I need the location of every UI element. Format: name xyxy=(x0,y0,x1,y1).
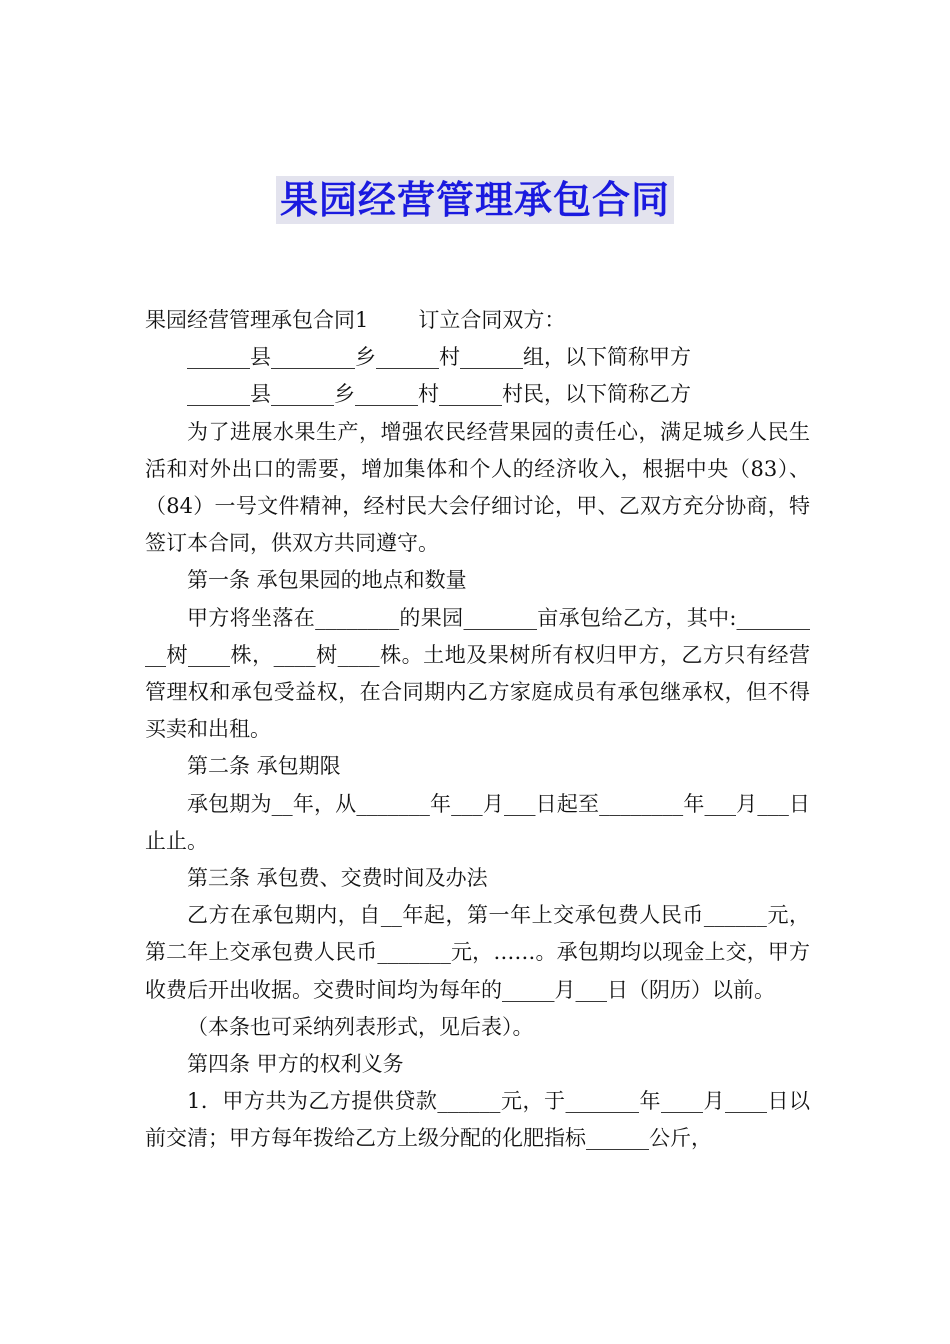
intro-heading: 果园经营管理承包合同1 xyxy=(145,308,369,332)
party-a-line: ______县________乡______村______组，以下简称甲方 xyxy=(187,345,691,370)
document-body xyxy=(145,302,810,1158)
article-3-heading: 第三条 承包费、交费时间及办法 xyxy=(187,866,488,891)
intro-line xyxy=(145,302,810,339)
article-1-body: 甲方将坐落在________的果园_______亩承包给乙方，其中:_________树____株，____树____株。土地及果树所有权归甲方，乙方只有经营管理权和承包受益权，在合同期内乙方家庭成员有承包继承权，但不得买卖和出租。 xyxy=(145,605,810,742)
article-3-note: （本条也可采纳列表形式，见后表）。 xyxy=(187,1014,534,1039)
article-3-body: 乙方在承包期内，自__年起，第一年上交承包费人民币______元，第二年上交承包费人民币_______元，……。承包期均以现金上交，甲方收费后开出收据。交费时间均为每年的_____月___日（阴历）以前。 xyxy=(145,903,810,1002)
preamble-paragraph: 为了进展水果生产，增强农民经营果园的责任心，满足城乡人民生活和对外出口的需要，增加集体和个人的经济收入，根据中央（83）、（84）一号文件精神，经村民大会仔细讨论，甲、乙双方充分协商，特签订本合同，供双方共同遵守。 xyxy=(145,419,810,556)
document-title: 果园经营管理承包合同 xyxy=(276,176,674,224)
article-4-heading: 第四条 甲方的权利义务 xyxy=(187,1052,404,1077)
party-b-line: ______县______乡______村______村民，以下简称乙方 xyxy=(187,382,691,407)
article-4-item-1: 1．甲方共为乙方提供贷款______元，于_______年____月____日以前交清；甲方每年拨给乙方上级分配的化肥指标______公斤， xyxy=(145,1089,810,1151)
article-2-heading: 第二条 承包期限 xyxy=(187,754,341,779)
title-container xyxy=(0,176,950,224)
article-2-body: 承包期为__年，从_______年___月___日起至________年___月___日止止。 xyxy=(145,791,810,853)
intro-parties: 订立合同双方： xyxy=(418,308,566,332)
article-1-heading: 第一条 承包果园的地点和数量 xyxy=(187,568,467,593)
